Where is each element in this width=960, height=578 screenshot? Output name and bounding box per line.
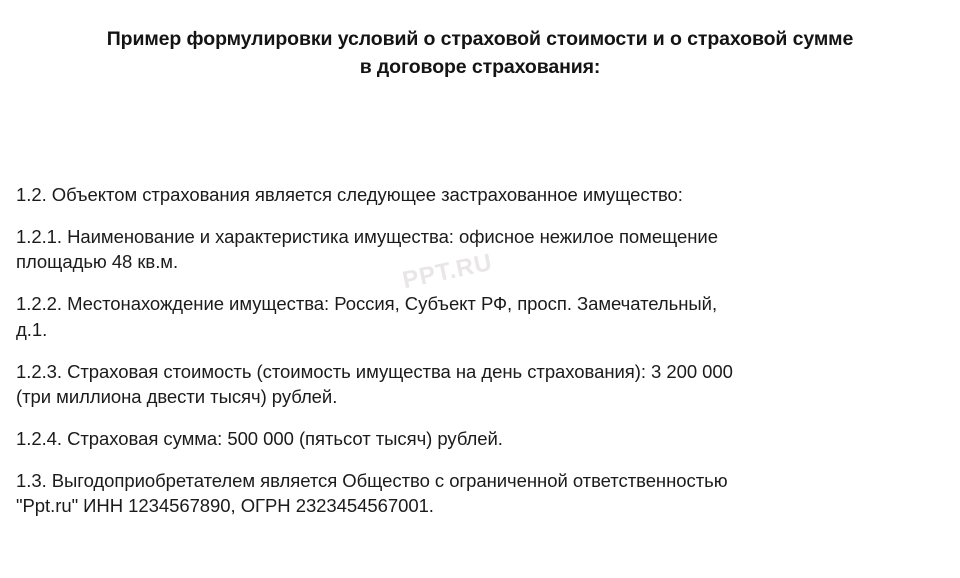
paragraph-line: "Ppt.ru" ИНН 1234567890, ОГРН 2323454567001.: [16, 495, 434, 517]
paragraph-clause-1-3: [16, 468, 932, 518]
paragraph-clause-1-2-2: [16, 291, 932, 341]
page-title: [0, 26, 960, 81]
page-title-line-2: в договоре страхования:: [359, 55, 601, 78]
paragraph-line: площадью 48 кв.м.: [16, 251, 179, 273]
paragraph-clause-1-2-3: [16, 359, 932, 409]
document-body: [16, 182, 932, 519]
paragraph-line: 1.2. Объектом страхования является следующее застрахованное имущество:: [16, 184, 683, 205]
paragraph-clause-1-2: [16, 182, 932, 207]
paragraph-line: 1.2.1. Наименование и характеристика имущества: офисное нежилое помещение: [16, 226, 718, 248]
page-title-line-1: Пример формулировки условий о страховой стоимости и о страховой сумме: [106, 28, 854, 50]
watermark: PPT.RU: [400, 248, 496, 295]
paragraph-line: 1.2.4. Страховая сумма: 500 000 (пятьсот тысяч) рублей.: [16, 428, 503, 450]
paragraph-line: д.1.: [16, 318, 48, 340]
paragraph-clause-1-2-1: [16, 224, 932, 274]
paragraph-line: (три миллиона двести тысяч) рублей.: [16, 385, 338, 407]
paragraph-line: 1.2.3. Страховая стоимость (стоимость имущества на день страхования): 3 200 000: [16, 360, 733, 382]
paragraph-clause-1-2-4: [16, 426, 932, 451]
paragraph-line: 1.2.2. Местонахождение имущества: Россия, Субъект РФ, просп. Замечательный,: [16, 293, 718, 315]
paragraph-line: 1.3. Выгодоприобретателем является Общество с ограниченной ответственностью: [16, 470, 728, 492]
